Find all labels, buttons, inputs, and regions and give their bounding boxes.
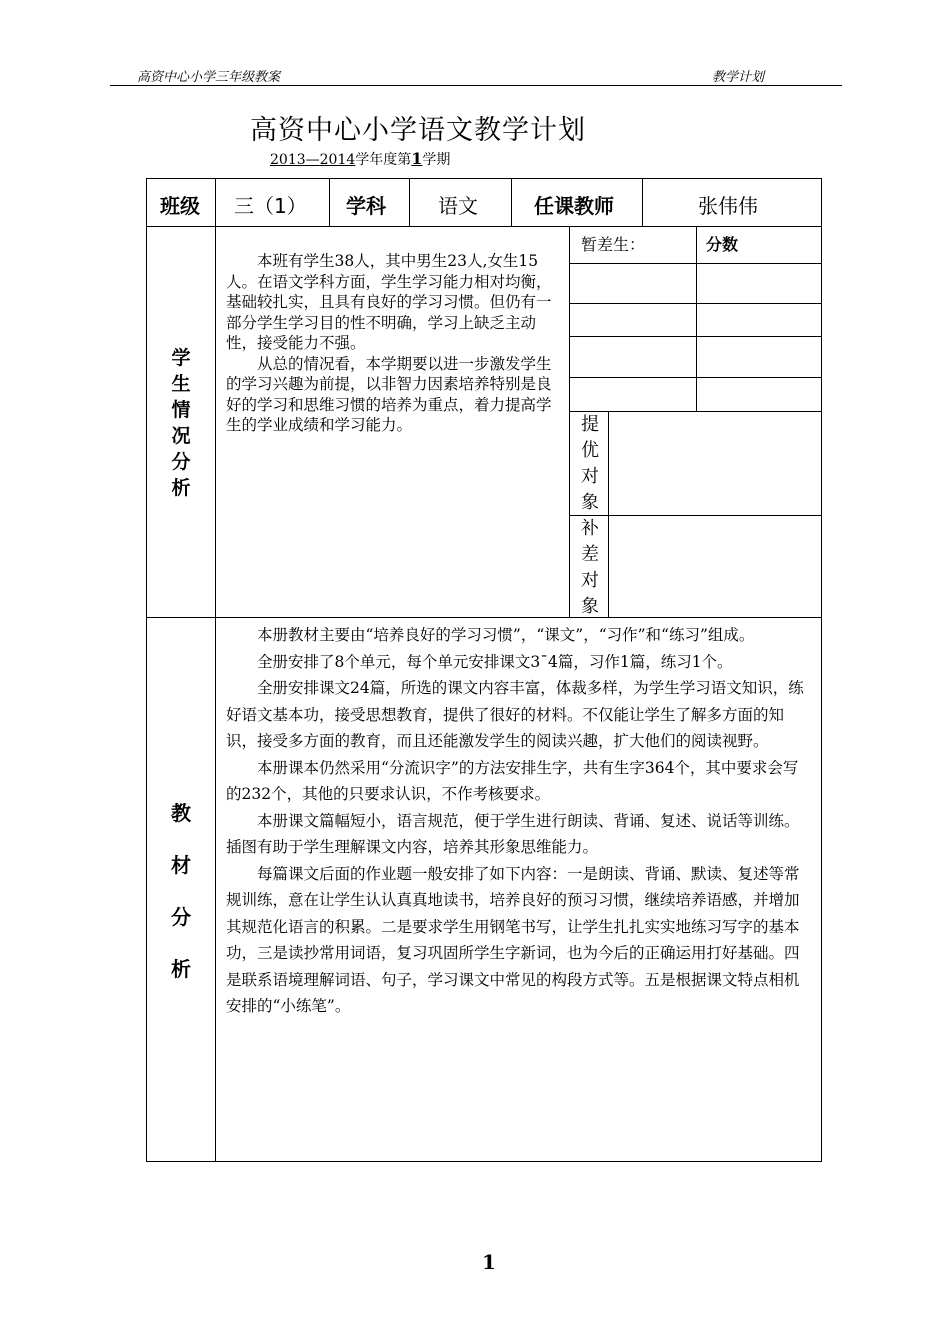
textbook-analysis-text [226,622,810,1020]
textbook-paragraph: 本册课文篇幅短小，语言规范，便于学生进行朗读、背诵、复述、说话等训练。插图有助于学生理解课文内容，培养其形象思维能力。 [226,811,800,856]
term-number: 1 [411,149,423,168]
running-header-left: 高资中心小学三年级教案 [137,70,281,85]
subgrid-left-border [569,226,570,617]
subtitle-mid: 学年度第 [355,152,412,168]
student-paragraph: 本班有学生38人，其中男生23人,女生15人。在语文学科方面，学生学习能力相对均衡，基础较扎实，且具有良好的学习习惯。但仍有一部分学生学习目的性不明确，学习上缺乏主动性，接受能力不强。 [226,252,552,352]
subtitle-end: 学期 [422,152,451,168]
class-value: 三（1） [234,194,307,218]
document-subtitle [270,149,450,169]
subgrid-label-divider [608,411,609,617]
running-header-right: 教学计划 [712,70,765,85]
textbook-paragraph: 全册安排了8个单元，每个单元安排课文3¯4篇，习作1篇，练习1个。 [257,652,733,671]
textbook-paragraph: 本册教材主要由“培养良好的学习习惯”，“课文”，“习作”和“练习”组成。 [257,626,755,644]
row-divider-student [146,617,822,618]
class-label: 班级 [160,194,200,218]
year-dash: — [305,152,320,168]
document-title: 高资中心小学语文教学计划 [250,115,586,146]
textbook-paragraph: 本册课本仍然采用“分流识字”的方法安排生字，共有生字364个，其中要求会写的232个，其他的只要求认识，不作考核要求。 [226,758,799,803]
subgrid-row-4 [569,377,822,378]
year-start: 2013 [270,152,306,168]
subject-value: 语文 [438,194,478,218]
subgrid-row-6 [569,515,822,516]
student-label-divider [215,226,216,1162]
info-col-divider-1 [215,178,216,226]
page-number: 1 [482,1250,496,1274]
info-col-divider-5 [642,178,643,226]
student-paragraph: 从总的情况看，本学期要以进一步激发学生的学习兴趣为前提，以非智力因素培养特别是良好的学习和思维习惯的培养为重点，着力提高学生的学业成绩和学习能力。 [226,354,552,434]
subgrid-row-1 [569,263,822,264]
weak-students-label: 暂差生： [581,235,646,254]
subject-label: 学科 [346,194,386,218]
student-analysis-text [226,251,554,436]
student-section-label: 学 生 情 况 分 析 [171,347,191,499]
textbook-paragraph: 全册安排课文24篇，所选的课文内容丰富，体裁多样，为学生学习语文知识，练好语文基本功，接受思想教育，提供了很好的材料。不仅能让学生了解多方面的知识，接受多方面的教育，而且还能激发学生的阅读兴趣，扩大他们的阅读视野。 [226,679,804,750]
remedial-target-label: 补 差 对 象 [581,518,599,617]
info-col-divider-2 [329,178,330,226]
year-end: 2014 [319,152,356,168]
info-col-divider-3 [409,178,410,226]
subgrid-score-divider [696,226,697,411]
info-col-divider-4 [511,178,512,226]
teacher-label: 任课教师 [534,194,614,218]
textbook-section-label: 教 材 分 析 [171,801,191,981]
row-divider-info [146,226,822,227]
improve-target-label: 提 优 对 象 [581,414,599,513]
subgrid-row-2 [569,303,822,304]
subgrid-row-3 [569,336,822,337]
subgrid-row-5 [569,411,822,412]
textbook-paragraph: 每篇课文后面的作业题一般安排了如下内容：一是朗读、背诵、默读、复述等常规训练，意在让学生认认真真地读书，培养良好的预习习惯，继续培养语感，并增加其规范化语言的积累。二是要求学生用钢笔书写，让学生扎扎实实地练习写字的基本功，三是读抄常用词语，复习巩固所学生字新词，也为今后的正确运用打好基础。四是联系语境理解词语、句子，学习课文中常见的构段方式等。五是根据课文特点相机安排的“小练笔”。 [226,864,800,1015]
header-rule [110,85,842,86]
score-label: 分数 [706,235,739,254]
teacher-value: 张伟伟 [698,194,758,218]
